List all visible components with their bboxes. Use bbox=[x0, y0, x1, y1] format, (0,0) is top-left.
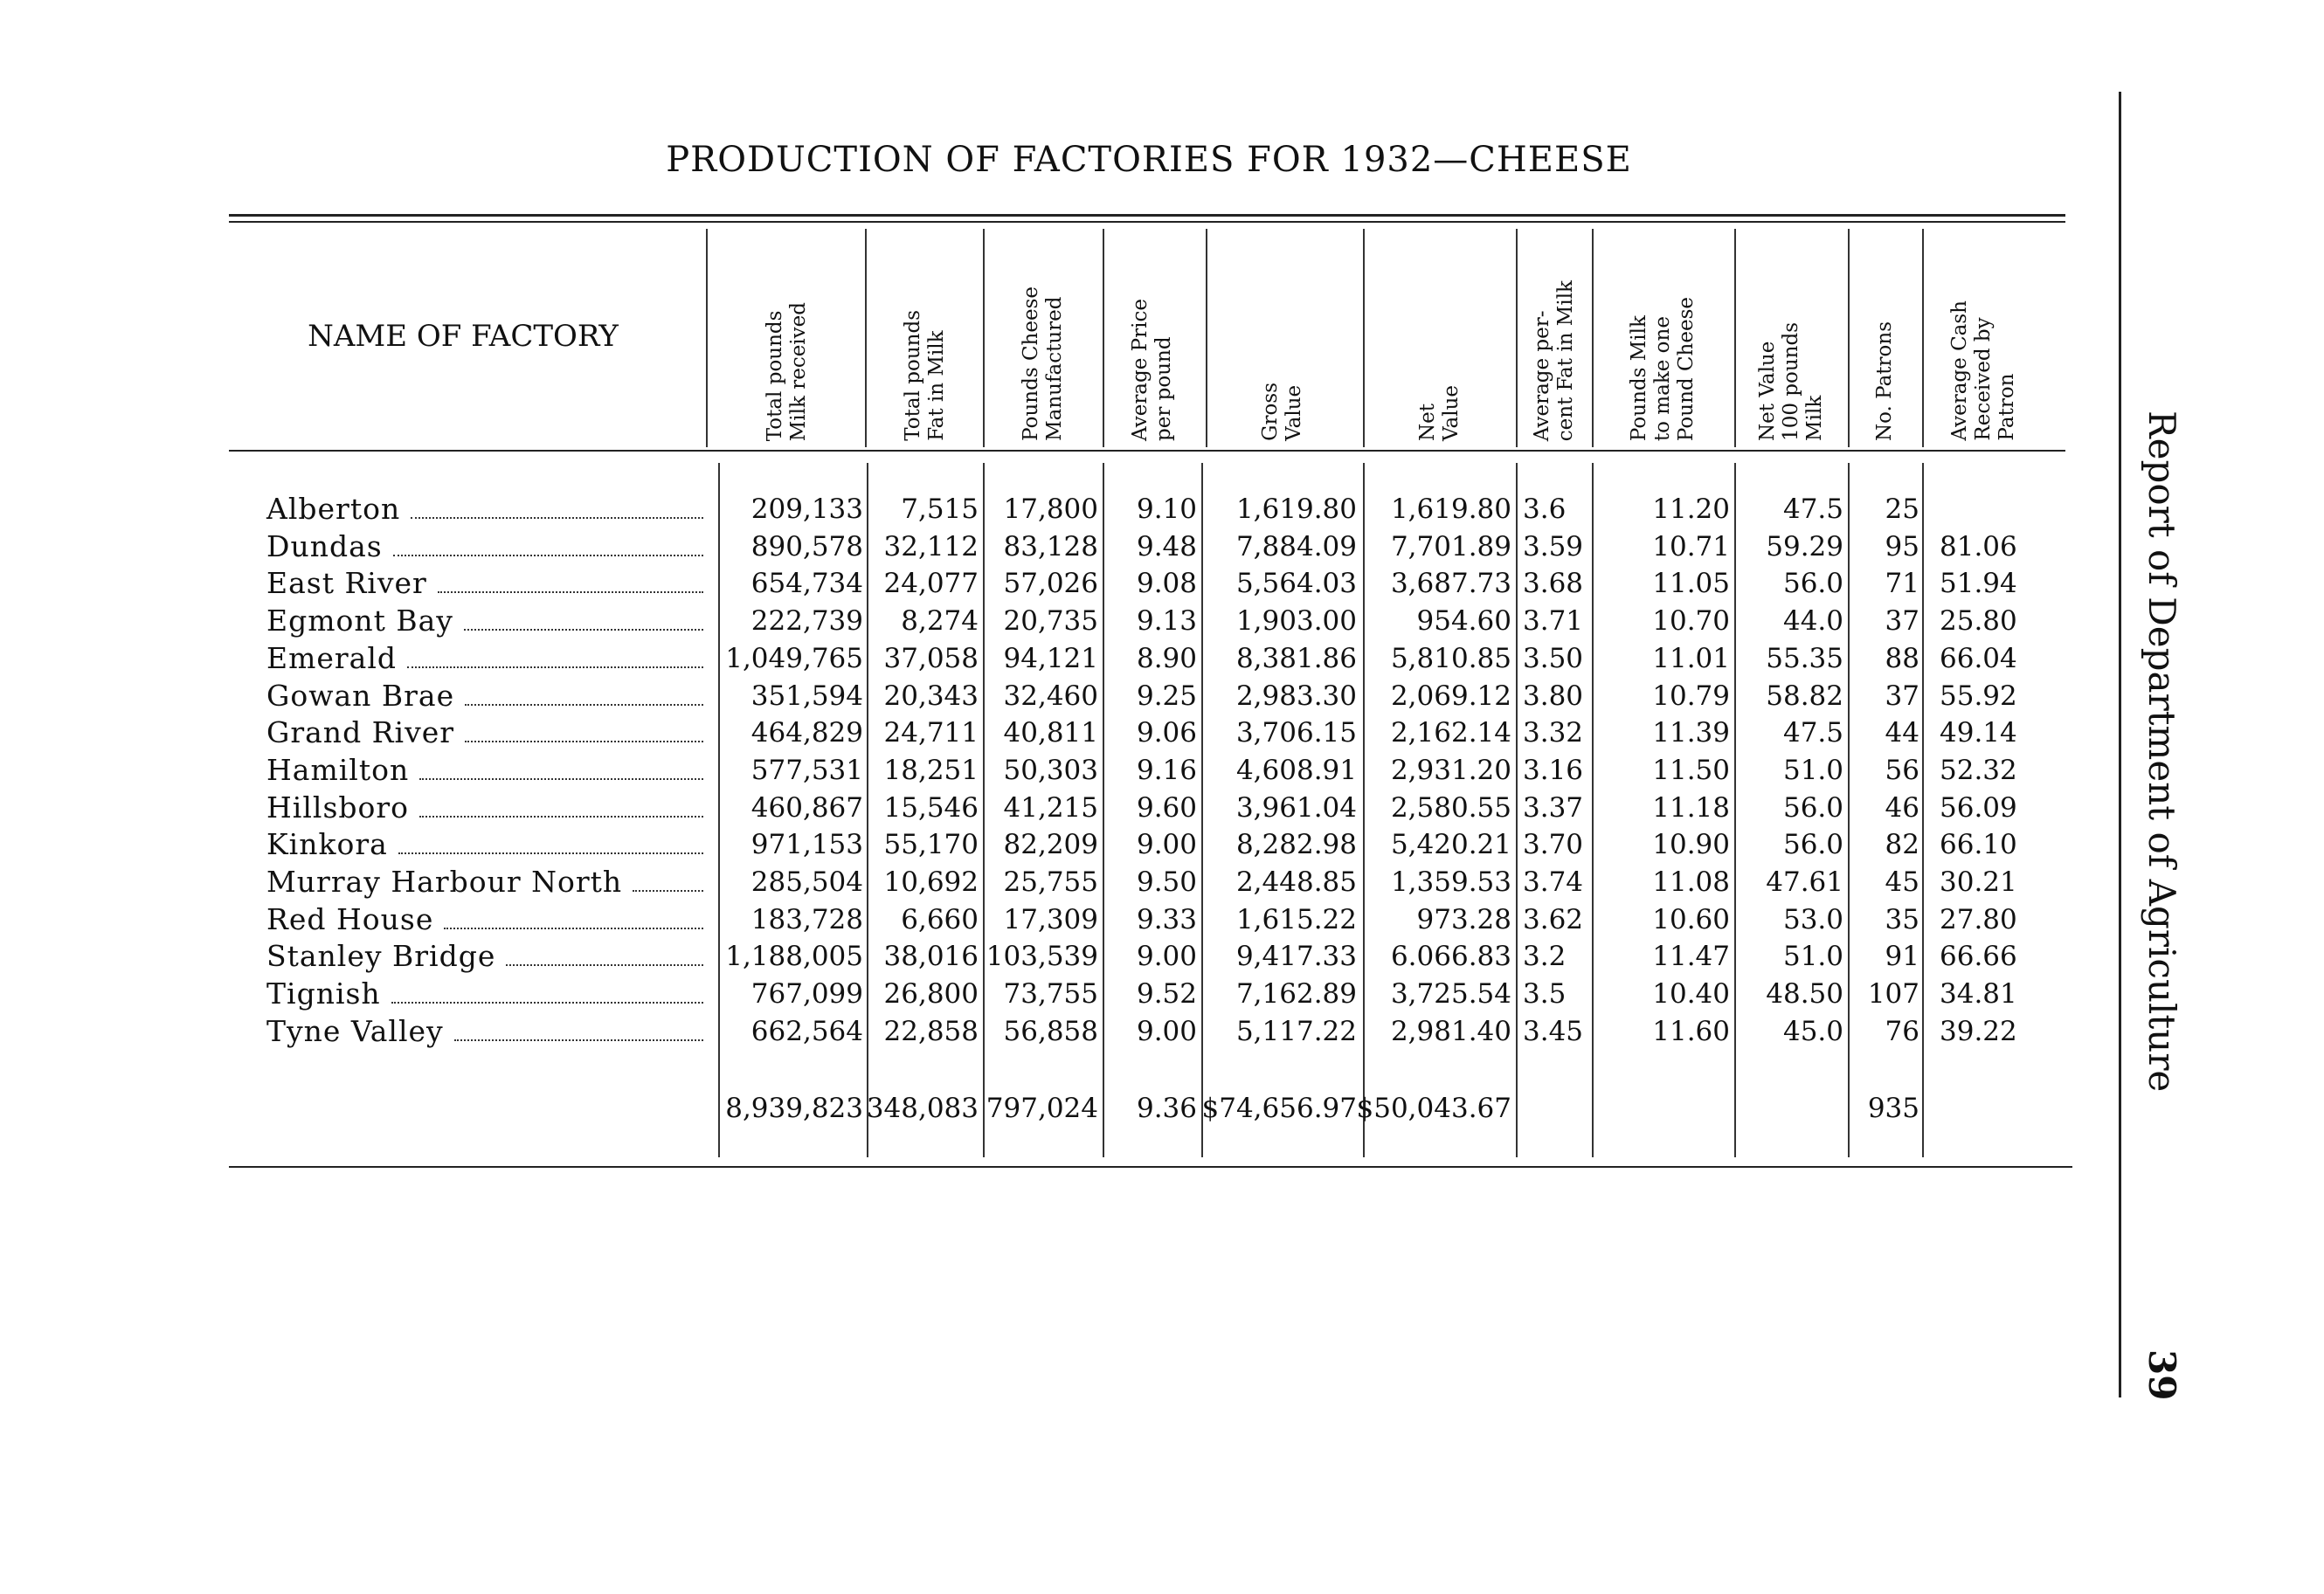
table-cell: 39.22 bbox=[1940, 1015, 2017, 1047]
factory-name-text: Tignish bbox=[266, 976, 381, 1011]
table-cell: 25 bbox=[1885, 493, 1919, 525]
column-header-line: Milk received bbox=[787, 301, 810, 441]
dot-leader bbox=[419, 756, 703, 780]
table-cell: 3,706.15 bbox=[1235, 717, 1357, 749]
column-header bbox=[1922, 231, 2044, 441]
column-header-line: Milk bbox=[1802, 395, 1826, 441]
table-cell: 11.60 bbox=[1652, 1015, 1730, 1047]
table-cell: 1,619.80 bbox=[1390, 493, 1511, 525]
factory-name bbox=[266, 938, 703, 975]
header-divider bbox=[1206, 229, 1207, 447]
column-header-line: per pound bbox=[1152, 336, 1175, 441]
dot-leader bbox=[407, 644, 703, 668]
factory-name-text: Hillsboro bbox=[266, 790, 410, 825]
table-cell: $74,656.97 bbox=[1201, 1093, 1357, 1124]
table-cell: 460,867 bbox=[750, 791, 863, 824]
table-cell: 971,153 bbox=[750, 829, 863, 861]
column-header-line: Pounds Milk bbox=[1628, 314, 1650, 441]
table-row bbox=[0, 491, 2097, 528]
column-header-line: 100 pounds bbox=[1779, 322, 1802, 441]
table-cell: 10.40 bbox=[1652, 978, 1730, 1011]
column-header bbox=[1592, 231, 1734, 441]
table-cell: 10.79 bbox=[1652, 680, 1730, 712]
table-cell: 9.13 bbox=[1136, 605, 1197, 638]
table-cell: 1,049,765 bbox=[725, 642, 863, 674]
table-cell: 10.90 bbox=[1652, 829, 1730, 861]
table-cell: 6,660 bbox=[901, 903, 979, 935]
header-divider bbox=[1592, 229, 1594, 447]
table-cell: 20,735 bbox=[1003, 605, 1098, 638]
table-cell: 50,303 bbox=[1003, 754, 1098, 786]
table-cell: 954.60 bbox=[1416, 605, 1511, 638]
column-header-line: Pound Cheese bbox=[1675, 296, 1698, 441]
table-cell: 5,117.22 bbox=[1235, 1015, 1357, 1047]
factory-name bbox=[266, 714, 703, 751]
table-cell: 8.90 bbox=[1136, 642, 1197, 674]
table-cell: 3.45 bbox=[1523, 1015, 1584, 1047]
table-cell: 55.35 bbox=[1766, 642, 1843, 674]
column-header-line: Net bbox=[1415, 404, 1439, 441]
table-cell: 5,564.03 bbox=[1235, 568, 1357, 600]
table-cell: 797,024 bbox=[986, 1093, 1098, 1124]
table-row bbox=[0, 565, 2097, 602]
table-row bbox=[0, 864, 2097, 901]
table-cell: 9.52 bbox=[1136, 978, 1197, 1011]
table-cell: 76 bbox=[1885, 1015, 1919, 1047]
table-cell: 56.0 bbox=[1782, 791, 1843, 824]
name-column-header: NAME OF FACTORY bbox=[308, 319, 619, 354]
table-cell: 55.92 bbox=[1940, 680, 2017, 712]
dot-leader bbox=[506, 942, 703, 966]
table-cell: 9,417.33 bbox=[1235, 941, 1357, 973]
table-row bbox=[0, 901, 2097, 938]
running-title: Report of Department of Agriculture bbox=[2141, 411, 2183, 1093]
factory-name bbox=[266, 678, 703, 714]
dot-leader bbox=[411, 494, 703, 519]
table-row bbox=[0, 603, 2097, 639]
table-cell: 11.20 bbox=[1652, 493, 1730, 525]
column-header bbox=[983, 231, 1103, 441]
table-cell: 47.5 bbox=[1782, 717, 1843, 749]
table-cell: 88 bbox=[1885, 642, 1919, 674]
dot-leader bbox=[391, 979, 703, 1004]
header-divider bbox=[1103, 229, 1104, 447]
table-cell: 26,800 bbox=[883, 978, 979, 1011]
factory-name-text: Grand River bbox=[266, 715, 455, 750]
table-cell: 38,016 bbox=[883, 941, 979, 973]
table-cell: 5,420.21 bbox=[1390, 829, 1511, 861]
table-cell: 4,608.91 bbox=[1235, 754, 1357, 786]
table-cell: 15,546 bbox=[883, 791, 979, 824]
table-cell: 45 bbox=[1885, 866, 1919, 898]
factory-name bbox=[266, 1013, 703, 1050]
header-divider bbox=[1516, 229, 1518, 447]
table-cell: 56.0 bbox=[1782, 568, 1843, 600]
column-header-line: Net Value bbox=[1755, 341, 1779, 441]
table-cell: 48.50 bbox=[1766, 978, 1843, 1011]
table-cell: 3.74 bbox=[1523, 866, 1584, 898]
table-cell: 51.0 bbox=[1782, 941, 1843, 973]
dot-leader bbox=[465, 718, 703, 742]
table-cell: 348,083 bbox=[866, 1093, 979, 1124]
table-cell: 82,209 bbox=[1003, 829, 1098, 861]
column-header-line: Gross bbox=[1258, 383, 1282, 441]
table-cell: 973.28 bbox=[1416, 903, 1511, 935]
factory-name bbox=[266, 528, 703, 565]
table-cell: 3,961.04 bbox=[1235, 791, 1357, 824]
table-cell: 9.33 bbox=[1136, 903, 1197, 935]
table-cell: 66.10 bbox=[1940, 829, 2017, 861]
column-header-line: Pounds Cheese bbox=[1019, 286, 1042, 441]
header-divider bbox=[706, 229, 708, 447]
table-cell: 9.25 bbox=[1136, 680, 1197, 712]
factory-name bbox=[266, 491, 703, 528]
table-cell: 3.59 bbox=[1523, 530, 1584, 562]
table-cell: 1,619.80 bbox=[1235, 493, 1357, 525]
table-cell: 3.37 bbox=[1523, 791, 1584, 824]
table-cell: 56,858 bbox=[1003, 1015, 1098, 1047]
table-cell: 56 bbox=[1885, 754, 1919, 786]
column-header-line: Value bbox=[1282, 385, 1305, 441]
table-cell: 3,725.54 bbox=[1390, 978, 1511, 1011]
table-cell: 11.08 bbox=[1652, 866, 1730, 898]
table-cell: 17,800 bbox=[1003, 493, 1098, 525]
table-cell: 53.0 bbox=[1782, 903, 1843, 935]
table-row bbox=[0, 640, 2097, 677]
table-cell: 8,274 bbox=[901, 605, 979, 638]
factory-name bbox=[266, 565, 703, 602]
table-cell: 7,515 bbox=[901, 493, 979, 525]
table-cell: 59.29 bbox=[1766, 530, 1843, 562]
table-cell: 1,615.22 bbox=[1235, 903, 1357, 935]
table-cell: 2,162.14 bbox=[1390, 717, 1511, 749]
margin-rule bbox=[2119, 92, 2121, 1397]
table-cell: 8,381.86 bbox=[1235, 642, 1357, 674]
column-header-line: Total pounds bbox=[764, 310, 786, 441]
table-row bbox=[0, 714, 2097, 751]
table-cell: 32,112 bbox=[883, 530, 979, 562]
factory-name-text: Kinkora bbox=[266, 827, 388, 862]
dot-leader bbox=[633, 867, 703, 892]
table-cell: 51.94 bbox=[1940, 568, 2017, 600]
column-header-line: Fat in Milk bbox=[924, 330, 948, 441]
table-cell: 2,983.30 bbox=[1235, 680, 1357, 712]
table-row bbox=[0, 790, 2097, 826]
factory-name-text: Red House bbox=[266, 901, 434, 936]
table-cell: 654,734 bbox=[750, 568, 863, 600]
table-cell: 10,692 bbox=[883, 866, 979, 898]
factory-name-text: Murray Harbour North bbox=[266, 865, 623, 899]
top-rule bbox=[229, 214, 2065, 217]
table-cell: 17,309 bbox=[1003, 903, 1098, 935]
table-cell: 94,121 bbox=[1003, 642, 1098, 674]
table-cell: 9.00 bbox=[1136, 1015, 1197, 1047]
table-cell: 91 bbox=[1885, 941, 1919, 973]
table-cell: 3,687.73 bbox=[1390, 568, 1511, 600]
table-cell: 9.08 bbox=[1136, 568, 1197, 600]
page-title: PRODUCTION OF FACTORIES FOR 1932—CHEESE bbox=[666, 140, 1632, 180]
table-cell: 2,931.20 bbox=[1390, 754, 1511, 786]
table-cell: 44.0 bbox=[1782, 605, 1843, 638]
table-cell: 35 bbox=[1885, 903, 1919, 935]
table-cell: 58.82 bbox=[1766, 680, 1843, 712]
table-cell: 45.0 bbox=[1782, 1015, 1843, 1047]
column-header bbox=[1103, 231, 1201, 441]
table-cell: 2,448.85 bbox=[1235, 866, 1357, 898]
table-cell: 37,058 bbox=[883, 642, 979, 674]
table-cell: 464,829 bbox=[750, 717, 863, 749]
table-cell: 767,099 bbox=[750, 978, 863, 1011]
factory-name bbox=[266, 790, 703, 826]
table-cell: 935 bbox=[1867, 1093, 1919, 1124]
column-header-line: cent Fat in Milk bbox=[1553, 279, 1577, 441]
dot-leader bbox=[419, 793, 703, 818]
table-cell: 2,069.12 bbox=[1390, 680, 1511, 712]
table-cell: 2,981.40 bbox=[1390, 1015, 1511, 1047]
table-cell: 24,711 bbox=[883, 717, 979, 749]
factory-name-text: East River bbox=[266, 566, 427, 601]
table-cell: 25.80 bbox=[1940, 605, 2017, 638]
table-cell: 9.16 bbox=[1136, 754, 1197, 786]
header-divider bbox=[1922, 229, 1924, 447]
column-header bbox=[1201, 231, 1363, 441]
table-cell: 47.61 bbox=[1766, 866, 1843, 898]
column-header-line: Received by bbox=[1971, 317, 1995, 441]
table-row bbox=[0, 938, 2097, 975]
dot-leader bbox=[398, 830, 703, 854]
table-cell: 209,133 bbox=[750, 493, 863, 525]
table-cell: 11.01 bbox=[1652, 642, 1730, 674]
table-cell: 47.5 bbox=[1782, 493, 1843, 525]
table-cell: 18,251 bbox=[883, 754, 979, 786]
factory-name bbox=[266, 901, 703, 938]
table-cell: 7,162.89 bbox=[1235, 978, 1357, 1011]
table-cell: 30.21 bbox=[1940, 866, 2017, 898]
factory-name-text: Tyne Valley bbox=[266, 1013, 444, 1048]
column-header-line: Value bbox=[1439, 385, 1463, 441]
table-cell: 662,564 bbox=[750, 1015, 863, 1047]
column-header bbox=[708, 231, 867, 441]
table-row bbox=[0, 976, 2097, 1012]
table-cell: 103,539 bbox=[986, 941, 1098, 973]
factory-name-text: Emerald bbox=[266, 640, 398, 675]
factory-name bbox=[266, 826, 703, 863]
factory-name-text: Egmont Bay bbox=[266, 604, 453, 638]
table-row bbox=[0, 1013, 2097, 1050]
table-cell: 9.10 bbox=[1136, 493, 1197, 525]
table-cell: 890,578 bbox=[750, 530, 863, 562]
factory-name-text: Dundas bbox=[266, 528, 383, 563]
dot-leader bbox=[444, 905, 703, 929]
table-cell: 3.62 bbox=[1523, 903, 1584, 935]
table-cell: 9.48 bbox=[1136, 530, 1197, 562]
table-cell: 20,343 bbox=[883, 680, 979, 712]
table-cell: 351,594 bbox=[750, 680, 863, 712]
table-cell: 37 bbox=[1885, 680, 1919, 712]
table-cell: 3.80 bbox=[1523, 680, 1584, 712]
table-cell: 37 bbox=[1885, 605, 1919, 638]
table-cell: 7,884.09 bbox=[1235, 530, 1357, 562]
table-cell: 9.50 bbox=[1136, 866, 1197, 898]
factory-name-text: Stanley Bridge bbox=[266, 939, 496, 974]
table-cell: 5,810.85 bbox=[1390, 642, 1511, 674]
table-cell: 9.60 bbox=[1136, 791, 1197, 824]
factory-name bbox=[266, 603, 703, 639]
column-header-line: Average per- bbox=[1530, 310, 1553, 441]
factory-name bbox=[266, 752, 703, 789]
table-cell: 55,170 bbox=[883, 829, 979, 861]
table-cell: 40,811 bbox=[1003, 717, 1098, 749]
factory-name bbox=[266, 640, 703, 677]
table-cell: 81.06 bbox=[1940, 530, 2017, 562]
table-cell: 56.09 bbox=[1940, 791, 2017, 824]
column-header-line: to make one bbox=[1651, 315, 1674, 441]
table-cell: 46 bbox=[1885, 791, 1919, 824]
table-cell: 577,531 bbox=[750, 754, 863, 786]
table-cell: 3.16 bbox=[1523, 754, 1584, 786]
table-cell: $50,043.67 bbox=[1356, 1093, 1511, 1124]
table-cell: 222,739 bbox=[750, 605, 863, 638]
factory-name bbox=[266, 864, 703, 901]
table-cell: 8,282.98 bbox=[1235, 829, 1357, 861]
bottom-rule bbox=[229, 1166, 2072, 1168]
table-cell: 52.32 bbox=[1940, 754, 2017, 786]
table-cell: 11.47 bbox=[1652, 941, 1730, 973]
table-cell: 49.14 bbox=[1940, 717, 2017, 749]
factory-name-text: Alberton bbox=[266, 492, 401, 526]
column-header-line: Total pounds bbox=[901, 310, 924, 441]
table-cell: 3.5 bbox=[1523, 978, 1567, 1011]
table-cell: 51.0 bbox=[1782, 754, 1843, 786]
table-cell: 95 bbox=[1885, 530, 1919, 562]
table-cell: 1,188,005 bbox=[725, 941, 863, 973]
header-divider bbox=[865, 229, 867, 447]
factory-name-text: Hamilton bbox=[266, 752, 410, 787]
table-cell: 25,755 bbox=[1003, 866, 1098, 898]
table-row bbox=[0, 752, 2097, 789]
table-row bbox=[0, 826, 2097, 863]
dot-leader bbox=[464, 606, 703, 631]
column-header-line: Average Price bbox=[1128, 299, 1152, 441]
factory-name bbox=[266, 976, 703, 1012]
table-cell: 57,026 bbox=[1003, 568, 1098, 600]
table-cell: 3.68 bbox=[1523, 568, 1584, 600]
column-header bbox=[1516, 231, 1592, 441]
table-cell: 11.39 bbox=[1652, 717, 1730, 749]
table-cell: 71 bbox=[1885, 568, 1919, 600]
column-header-line: Manufactured bbox=[1042, 296, 1066, 441]
column-header-line: No. Patrons bbox=[1873, 321, 1896, 441]
column-header bbox=[1363, 231, 1516, 441]
table-cell: 10.71 bbox=[1652, 530, 1730, 562]
page-number: 39 bbox=[2141, 1349, 2183, 1401]
column-header bbox=[867, 231, 983, 441]
table-cell: 44 bbox=[1885, 717, 1919, 749]
table-cell: 9.00 bbox=[1136, 941, 1197, 973]
factory-name-text: Gowan Brae bbox=[266, 678, 455, 713]
totals-row bbox=[0, 1090, 2097, 1127]
table-cell: 9.00 bbox=[1136, 829, 1197, 861]
table-cell: 3.70 bbox=[1523, 829, 1584, 861]
table-cell: 285,504 bbox=[750, 866, 863, 898]
column-header-line: Average Cash bbox=[1947, 300, 1971, 441]
dot-leader bbox=[393, 532, 703, 556]
table-cell: 3.6 bbox=[1523, 493, 1567, 525]
table-cell: 11.05 bbox=[1652, 568, 1730, 600]
table-cell: 24,077 bbox=[883, 568, 979, 600]
table-cell: 34.81 bbox=[1940, 978, 2017, 1011]
table-cell: 73,755 bbox=[1003, 978, 1098, 1011]
table-cell: 83,128 bbox=[1003, 530, 1098, 562]
table-cell: 3.32 bbox=[1523, 717, 1584, 749]
table-cell: 82 bbox=[1885, 829, 1919, 861]
table-cell: 3.71 bbox=[1523, 605, 1584, 638]
table-cell: 27.80 bbox=[1940, 903, 2017, 935]
table-cell: 8,939,823 bbox=[725, 1093, 863, 1124]
header-divider bbox=[983, 229, 985, 447]
column-header bbox=[1848, 231, 1922, 441]
table-cell: 56.0 bbox=[1782, 829, 1843, 861]
table-cell: 1,359.53 bbox=[1390, 866, 1511, 898]
table-cell: 41,215 bbox=[1003, 791, 1098, 824]
table-cell: 11.50 bbox=[1652, 754, 1730, 786]
table-cell: 11.18 bbox=[1652, 791, 1730, 824]
table-cell: 107 bbox=[1867, 978, 1919, 1011]
top-rule-inner bbox=[229, 221, 2065, 223]
table-row bbox=[0, 678, 2097, 714]
table-cell: 66.04 bbox=[1940, 642, 2017, 674]
table-cell: 22,858 bbox=[883, 1015, 979, 1047]
header-divider bbox=[1363, 229, 1365, 447]
table-cell: 3.50 bbox=[1523, 642, 1584, 674]
table-cell: 1,903.00 bbox=[1235, 605, 1357, 638]
table-cell: 2,580.55 bbox=[1390, 791, 1511, 824]
table-cell: 10.60 bbox=[1652, 903, 1730, 935]
table-row bbox=[0, 528, 2097, 565]
header-divider bbox=[1848, 229, 1850, 447]
table-cell: 32,460 bbox=[1003, 680, 1098, 712]
dot-leader bbox=[465, 681, 703, 706]
table-cell: 9.06 bbox=[1136, 717, 1197, 749]
table-cell: 6.066.83 bbox=[1390, 941, 1511, 973]
column-header bbox=[1734, 231, 1848, 441]
table-cell: 66.66 bbox=[1940, 941, 2017, 973]
table-cell: 10.70 bbox=[1652, 605, 1730, 638]
dot-leader bbox=[454, 1017, 703, 1041]
dot-leader bbox=[438, 569, 703, 593]
header-divider bbox=[1734, 229, 1736, 447]
table-cell: 183,728 bbox=[750, 903, 863, 935]
table-cell: 3.2 bbox=[1523, 941, 1567, 973]
table-cell: 7,701.89 bbox=[1390, 530, 1511, 562]
table-cell: 9.36 bbox=[1136, 1093, 1197, 1124]
column-header-line: Patron bbox=[1995, 373, 2018, 441]
header-rule bbox=[229, 450, 2065, 452]
